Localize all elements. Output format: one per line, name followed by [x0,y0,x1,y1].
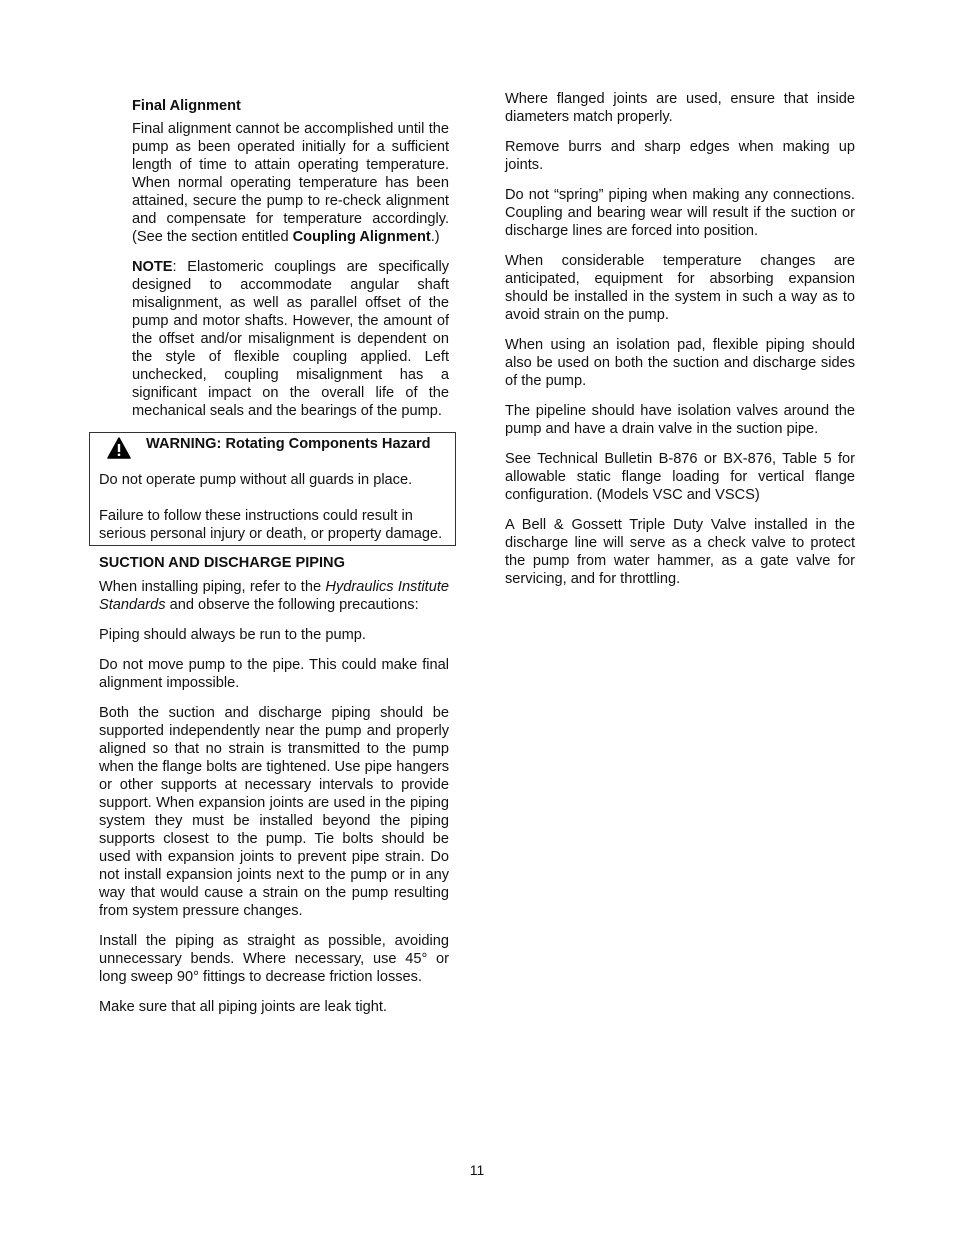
hydraulics-institute-reference: Hydraulics Institute Standards [99,579,449,613]
flanged-joints-paragraph: Where flanged joints are used, ensure that inside diameters match properly. [505,91,855,125]
note-paragraph [132,258,449,420]
piping-paragraph-4: Install the piping as straight as possible, avoiding unnecessary bends. Where necessary, use 45° or long sweep 90° fittings to decrease friction losses. [99,933,449,985]
suction-intro-paragraph [99,578,449,614]
final-alignment-heading: Final Alignment [132,98,241,114]
piping-paragraph-2: Do not move pump to the pipe. This could make final alignment impossible. [99,657,449,691]
isolation-pad-paragraph: When using an isolation pad, flexible piping should also be used on both the suction and discharge sides of the pump. [505,337,855,389]
technical-bulletin-paragraph: See Technical Bulletin B-876 or BX-876, Table 5 for allowable static flange loading for vertical flange configuration. (Models VSC and VSCS) [505,451,855,503]
piping-paragraph-5: Make sure that all piping joints are leak tight. [99,999,387,1015]
temperature-changes-paragraph: When considerable temperature changes are anticipated, equipment for absorbing expansion should be installed in the system in such a way as to avoid strain on the pump. [505,253,855,323]
final-alignment-paragraph [132,120,449,246]
page-number: 11 [469,1162,485,1178]
warning-line-2: Failure to follow these instructions could result in serious personal injury or death, or property damage. [99,508,443,542]
note-text: : Elastomeric couplings are specifically designed to accommodate angular shaft misalignment, as well as parallel offset of the pump and motor shafts. However, the amount of the offset and/or misalignment is dependent on the style of flexible coupling applied. Left unchecked, coupling misalignment has a significant impact on the overall life of the mechanical seals and the bearings of the pump. [132,259,449,419]
suction-intro-text: When installing piping, refer to the [99,579,326,595]
piping-paragraph-1: Piping should always be run to the pump. [99,627,366,643]
left-column [99,97,449,1016]
isolation-valves-paragraph: The pipeline should have isolation valves around the pump and have a drain valve in the suction pipe. [505,403,855,437]
final-alignment-text-end: .) [430,229,440,245]
suction-discharge-heading: SUCTION AND DISCHARGE PIPING [99,555,345,571]
piping-paragraph-3: Both the suction and discharge piping should be supported independently near the pump and properly aligned so that no strain is transmitted to the pump when the flange bolts are tightened. Use pipe hangers or other supports at necessary intervals to provide support. When expansion joints are used in the piping system they must be installed beyond the piping supports closest to the pump. Tie bolts should be used with expansion joints to prevent pipe strain. Do not install expansion joints next to the pump or in any way that would cause a strain on the pump resulting from system pressure changes. [99,705,449,919]
spring-piping-paragraph: Do not “spring” piping when making any connections. Coupling and bearing wear will result if the suction or discharge lines are forced into position. [505,187,855,239]
warning-triangle-icon [107,437,131,459]
final-alignment-text: Final alignment cannot be accomplished until the pump as been operated initially for a sufficient length of time to attain operating temperature. When normal operating temperature has been attained, secure the pump to re-check alignment and compensate for temperature accordingly. (See the section entitled [132,121,449,245]
warning-title-row [99,435,445,471]
warning-line-1: Do not operate pump without all guards in place. [99,472,413,488]
remove-burrs-paragraph: Remove burrs and sharp edges when making up joints. [505,139,855,173]
warning-title: WARNING: Rotating Components Hazard [146,436,431,452]
coupling-alignment-reference: Coupling Alignment [292,229,431,245]
triple-duty-valve-paragraph: A Bell & Gossett Triple Duty Valve installed in the discharge line will serve as a check valve to protect the pump from water hammer, as a gate valve for servicing, and for throttling. [505,517,855,587]
note-label: NOTE [132,259,173,275]
suction-intro-text-end: and observe the following precautions: [165,597,419,613]
warning-box [89,432,456,546]
right-column [505,90,855,600]
final-alignment-section [132,97,449,420]
